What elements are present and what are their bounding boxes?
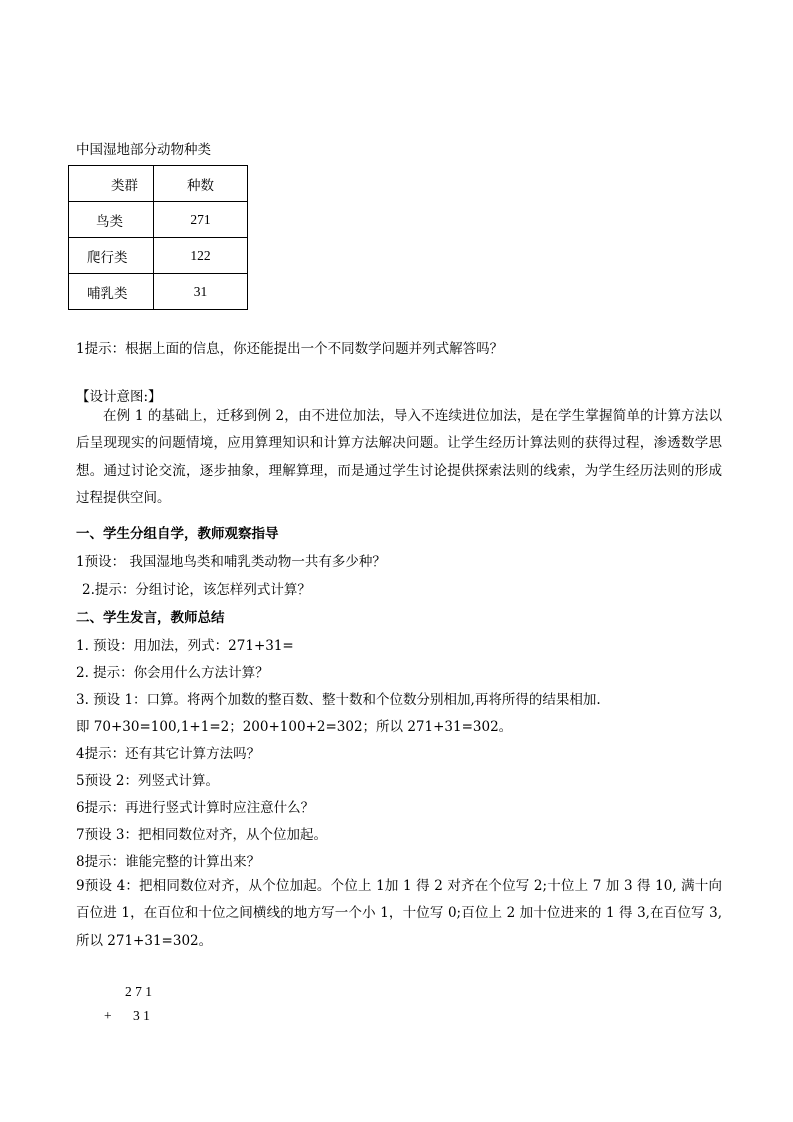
section-2-line: 8提示：谁能完整的计算出来？ [76, 854, 261, 870]
vertical-calc-operator: + [104, 1008, 112, 1023]
section-2-line: 4提示：还有其它计算方法吗？ [76, 746, 261, 762]
table-row [69, 274, 248, 310]
section-2-line: 6提示：再进行竖式计算时应注意什么？ [76, 800, 315, 816]
section-2-line: 3. 预设 1：口算。将两个加数的整百数、整十数和个位数分别相加,再将所得的结果相加. [76, 692, 601, 708]
design-intent-text: 在例 1 的基础上，迁移到例 2，由不进位加法，导入不连续进位加法，是在学生掌握简单的计算方法以后呈现现实的问题情境，应用算理知识和计算方法解决问题。让学生经历计算法则的获得过程，渗透数学思想。通过讨论交流，逐步抽象，理解算理，而是通过学生讨论提供探索法则的线索，为学生经历法则的形成过程提供空间。 [76, 408, 722, 506]
section-2-line: 1. 预设：用加法，列式：271+31= [76, 638, 294, 654]
table-cell-count: 271 [154, 202, 248, 238]
table-header-group: 类群 [69, 166, 154, 202]
hint-1: 1提示：根据上面的信息，你还能提出一个不同数学问题并列式解答吗？ [76, 341, 504, 357]
vertical-calc-bottom: 3 1 [133, 1008, 150, 1023]
section-2-line: 7预设 3：把相同数位对齐，从个位加起。 [76, 827, 327, 843]
table-cell-group: 哺乳类 [69, 274, 154, 310]
section-2-line: 2. 提示：你会用什么方法计算？ [76, 665, 269, 681]
vertical-calc-top: 2 7 1 [125, 984, 152, 999]
section-2-final-text: 9预设 4：把相同数位对齐，从个位加起。个位上 1加 1 得 2 对齐在个位写 2;十位上 7 加 3 得 10, 满十向百位进 1，在百位和十位之间横线的地方写一个小 1，十位写 0;百位上 2 加十位进来的 1 得 3,在百位写 3,所以 271+31=302。 [76, 878, 722, 949]
section-1-line: 2.提示：分组讨论，该怎样列式计算？ [82, 582, 311, 598]
section-2-line: 5预设 2：列竖式计算。 [76, 773, 219, 789]
table-header-row [69, 166, 248, 202]
section-2-line: 即 70+30=100,1+1=2；200+100+2=302；所以 271+31=302。 [76, 719, 513, 735]
table-row [69, 238, 248, 274]
section-1-title: 一、学生分组自学，教师观察指导 [76, 526, 279, 542]
animal-species-table [68, 165, 248, 310]
table-cell-group: 爬行类 [69, 238, 154, 274]
table-cell-count: 31 [154, 274, 248, 310]
table-cell-count: 122 [154, 238, 248, 274]
table-caption: 中国湿地部分动物种类 [76, 142, 211, 158]
design-intent-title: 【设计意图:】 [76, 389, 162, 405]
table-row [69, 202, 248, 238]
section-2-title: 二、学生发言，教师总结 [76, 610, 225, 626]
table-cell-group: 鸟类 [69, 202, 154, 238]
section-1-line: 1预设： 我国湿地鸟类和哺乳类动物一共有多少种？ [76, 554, 386, 570]
table-header-count: 种数 [154, 166, 248, 202]
